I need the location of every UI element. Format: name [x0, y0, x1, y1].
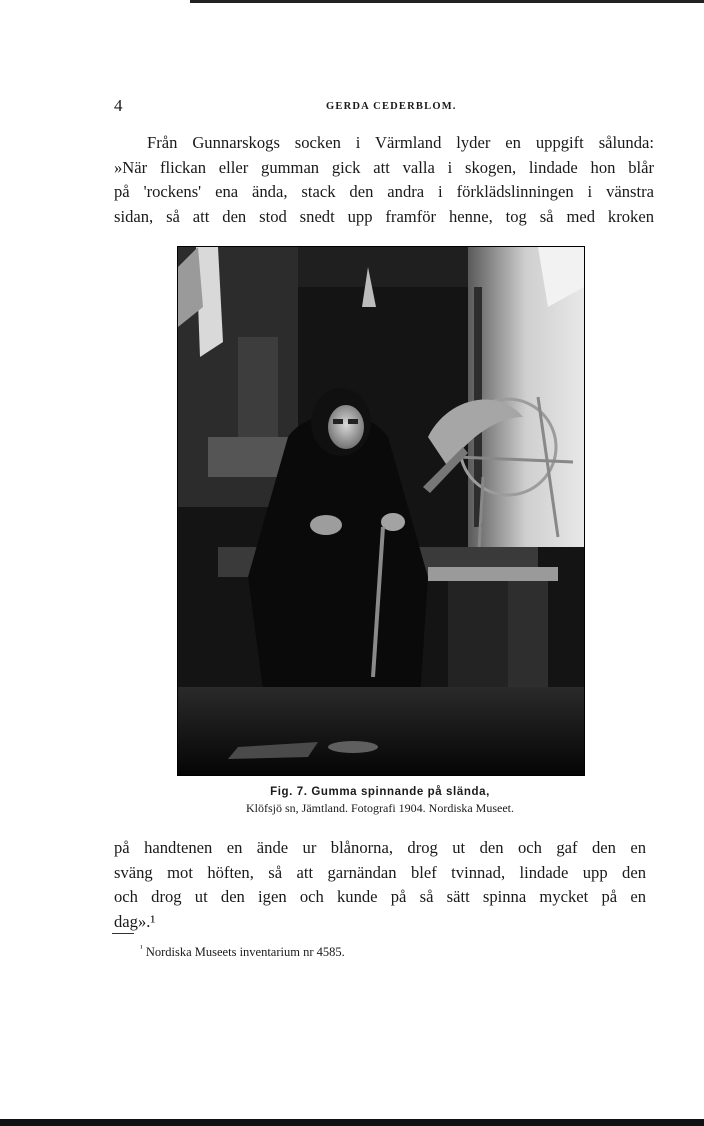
footnote-text: Nordiska Museets inventarium nr 4585.: [145, 945, 345, 959]
paragraph-line: och drog ut den igen och kunde på så sätt spinna mycket på en: [114, 887, 646, 906]
footnote: [140, 943, 345, 960]
paragraph-line: sidan, så att den stod snedt upp framför henne, tog så med kroken: [114, 206, 654, 226]
paragraph-line: sväng mot höften, så att garnändan blef tvinnad, lindade upp den: [114, 862, 646, 882]
top-edge-rule: [190, 0, 704, 3]
figure-caption-credit: Klöfsjö sn, Jämtland. Fotografi 1904. Nordiska Museet.: [246, 801, 514, 815]
footnote-marker: ¹: [140, 943, 143, 953]
photograph-illustration: [178, 247, 584, 775]
bottom-edge-rule: [0, 1119, 704, 1126]
photograph-old-woman-spinning: [177, 246, 585, 776]
footnote-rule: [112, 933, 134, 934]
page-number: 4: [114, 96, 123, 115]
figure-caption-title: Fig. 7. Gumma spinnande på slända,: [270, 786, 490, 798]
paragraph-line: »När flickan eller gumman gick att valla i skogen, lindade hon blår: [114, 157, 654, 177]
paragraph-1: [114, 131, 654, 229]
paragraph-2: [114, 836, 646, 934]
paragraph-line: på handtenen en ände ur blånorna, drog ut den och gaf den en: [114, 838, 646, 857]
paragraph-line: dag».¹: [114, 911, 156, 931]
running-head: GERDA CEDERBLOM.: [326, 101, 457, 112]
paragraph-line: Från Gunnarskogs socken i Värmland lyder en uppgift sålunda:: [147, 133, 654, 152]
paragraph-line: på 'rockens' ena ända, stack den andra i förklädslinningen i vänstra: [114, 182, 654, 201]
